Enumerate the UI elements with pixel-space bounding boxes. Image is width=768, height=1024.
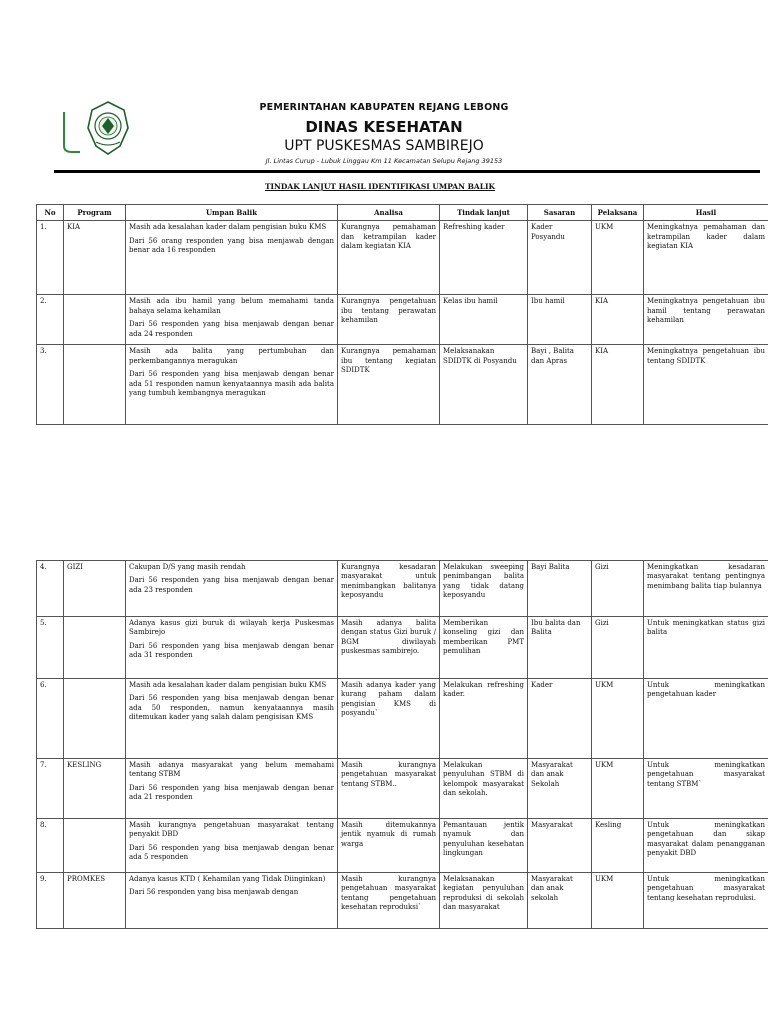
feedback-respondent-count: Dari 56 responden yang bisa menjawab dengan benar ada 5 responden	[129, 843, 334, 862]
feedback-statement: Masih ada balita yang pertumbuhan dan perkembangannya meragukan	[129, 347, 334, 365]
cell-tindak-lanjut: Pemantauan jentik nyamuk dan penyuluhan kesehatan lingkungan	[440, 819, 528, 873]
cell-analisa: Masih adanya kader yang kurang paham dalam pengisian KMS di posyandu`	[338, 679, 440, 759]
cell-sasaran: Ibu hamil	[528, 295, 592, 345]
government-heading: PEMERINTAHAN KABUPATEN REJANG LEBONG	[259, 102, 509, 113]
cell-pelaksana: KIA	[592, 345, 644, 425]
cell-analisa: Kurangnya pemahaman ibu tentang kegiatan SDIDTK	[338, 345, 440, 425]
cell-analisa: Masih kurangnya pengetahuan masyarakat tentang pengetahuan kesehatan reproduksi`	[338, 873, 440, 929]
cell-program	[64, 819, 126, 873]
feedback-table-part-2	[36, 560, 768, 929]
cell-tindak-lanjut: Melakukan penyuluhan STBM di kelompok masyarakat dan sekolah.	[440, 759, 528, 819]
cell-analisa: Kurangnya kesadaran masyarakat untuk menimbangkan balitanya keposyandu	[338, 561, 440, 617]
cell-hasil: Untuk meningkatkan pengetahuan masyarakat tentang STBM`	[644, 759, 768, 819]
cell-tindak-lanjut: Melakukan sweeping penimbangan balita yang tidak datang keposyandu	[440, 561, 528, 617]
cell-sasaran: Bayi Balita	[528, 561, 592, 617]
cell-sasaran: Kader Posyandu	[528, 221, 592, 295]
cell-pelaksana: Kesling	[592, 819, 644, 873]
cell-tindak-lanjut: Refreshing kader	[440, 221, 528, 295]
feedback-statement: Masih ada kesalahan kader dalam pengisian buku KMS	[129, 223, 327, 232]
cell-hasil: Meningkatnya pemahaman dan ketrampilan kader dalam kegiatan KIA	[644, 221, 768, 295]
cell-umpan-balik	[126, 759, 338, 819]
feedback-statement: Masih ada ibu hamil yang belum memahami tanda bahaya selama kehamilan	[129, 297, 334, 315]
cell-program: PROMKES	[64, 873, 126, 929]
column-header-pelaksana: Pelaksana	[592, 205, 644, 221]
feedback-statement: Adanya kasus KTD ( Kehamilan yang Tidak Diinginkan)	[129, 875, 326, 883]
feedback-respondent-count: Dari 56 responden yang bisa menjawab dengan benar ada 24 responden	[129, 320, 334, 338]
cell-hasil: Meningkatkan kesadaran masyarakat tentang pentingnya menimbang balita tiap bulannya	[644, 561, 768, 617]
cell-umpan-balik	[126, 221, 338, 295]
cell-umpan-balik	[126, 617, 338, 679]
cell-analisa: Masih adanya balita dengan status Gizi buruk / BGM diwilayah puskesmas sambirejo.	[338, 617, 440, 679]
table-row	[37, 819, 768, 873]
table-row	[37, 679, 768, 759]
cell-tindak-lanjut: Melaksanakan SDIDTK di Posyandu	[440, 345, 528, 425]
cell-program	[64, 679, 126, 759]
cell-no: 5.	[37, 617, 64, 679]
cell-no: 4.	[37, 561, 64, 617]
cell-sasaran: Kader	[528, 679, 592, 759]
cell-no: 9.	[37, 873, 64, 929]
cell-sasaran: Ibu balita dan Balita	[528, 617, 592, 679]
cell-analisa: Masih kurangnya pengetahuan masyarakat tentang STBM..	[338, 759, 440, 819]
agency-name: DINAS KESEHATAN	[305, 118, 463, 136]
cell-umpan-balik	[126, 295, 338, 345]
table-row	[37, 345, 768, 425]
table-header-row	[37, 205, 768, 221]
cell-program: KESLING	[64, 759, 126, 819]
column-header-umpan-balik: Umpan Balik	[126, 205, 338, 221]
feedback-statement: Masih kurangnya pengetahuan masyarakat tentang penyakit DBD	[129, 821, 334, 839]
feedback-respondent-count: Dari 56 responden yang bisa menjawab dengan	[129, 888, 299, 897]
document-title: TINDAK LANJUT HASIL IDENTIFIKASI UMPAN BALIK	[264, 182, 496, 191]
table-body	[37, 221, 768, 425]
cell-pelaksana: UKM	[592, 679, 644, 759]
feedback-respondent-count: Dari 56 orang responden yang bisa menjawab dengan benar ada 16 responden	[129, 236, 334, 255]
feedback-respondent-count: Dari 56 responden yang bisa menjawab dengan benar ada 50 responden, namun kenyataannya masih ditemukan kader yang salah dalam pengisisan KMS	[129, 694, 334, 722]
cell-program: KIA	[64, 221, 126, 295]
cell-umpan-balik	[126, 561, 338, 617]
cell-no: 1.	[37, 221, 64, 295]
table-row	[37, 221, 768, 295]
feedback-respondent-count: Dari 56 responden yang bisa menjawab dengan benar ada 21 responden	[129, 783, 334, 802]
address-line: Jl. Lintas Curup - Lubuk Linggau Km 11 Kecamatan Selupu Rejang 39153	[265, 157, 503, 165]
feedback-respondent-count: Dari 56 responden yang bisa menjawab dengan benar ada 51 responden namun kenyataannya masih ada balita yang tumbuh kembangnya meragukan	[129, 370, 334, 398]
cell-pelaksana: KIA	[592, 295, 644, 345]
header-divider	[54, 170, 760, 173]
feedback-table-part-1	[36, 204, 768, 425]
cell-tindak-lanjut: Melaksanakan kegiatan penyuluhan reproduksi di sekolah dan masyarakat	[440, 873, 528, 929]
cell-sasaran: Masyarakat	[528, 819, 592, 873]
cell-pelaksana: Gizi	[592, 561, 644, 617]
column-header-analisa: Analisa	[338, 205, 440, 221]
table-row	[37, 617, 768, 679]
cell-umpan-balik	[126, 345, 338, 425]
cell-program: GIZI	[64, 561, 126, 617]
cell-sasaran: Bayi , Balita dan Apras	[528, 345, 592, 425]
cell-program	[64, 617, 126, 679]
cell-pelaksana: UKM	[592, 873, 644, 929]
cell-no: 7.	[37, 759, 64, 819]
feedback-respondent-count: Dari 56 responden yang bisa menjawab dengan benar ada 31 responden	[129, 641, 334, 660]
cell-sasaran: Masyarakat dan anak sekolah	[528, 873, 592, 929]
unit-name: UPT PUSKESMAS SAMBIREJO	[284, 138, 484, 154]
column-header-hasil: Hasil	[644, 205, 768, 221]
cell-no: 8.	[37, 819, 64, 873]
feedback-respondent-count: Dari 56 responden yang bisa menjawab dengan benar ada 23 responden	[129, 576, 334, 594]
cell-analisa: Kurangnya pengetahuan ibu tentang perawatan kehamilan	[338, 295, 440, 345]
cell-sasaran: Masyarakat dan anak Sekolah	[528, 759, 592, 819]
cell-analisa: Masih ditemukannya jentik nyamuk di rumah warga	[338, 819, 440, 873]
column-header-no: No	[37, 205, 64, 221]
table-row	[37, 561, 768, 617]
cell-hasil: Meningkatnya pengetahuan ibu tentang SDIDTK	[644, 345, 768, 425]
column-header-program: Program	[64, 205, 126, 221]
cell-hasil: Untuk meningkatkan pengetahuan masyarakat tentang kesehatan reproduksi.	[644, 873, 768, 929]
cell-umpan-balik	[126, 819, 338, 873]
cell-hasil: Untuk meningkatkan pengetahuan kader	[644, 679, 768, 759]
cell-tindak-lanjut: Melakukan refreshing kader.	[440, 679, 528, 759]
column-header-sasaran: Sasaran	[528, 205, 592, 221]
cell-tindak-lanjut: Memberikan konseling gizi dan memberikan PMT pemulihan	[440, 617, 528, 679]
table-row	[37, 759, 768, 819]
table-row	[37, 873, 768, 929]
column-header-tindak-lanjut: Tindak lanjut	[440, 205, 528, 221]
cell-no: 2.	[37, 295, 64, 345]
cell-hasil: Untuk meningkatkan status gizi balita	[644, 617, 768, 679]
cell-hasil: Meningkatnya pengetahuan ibu hamil tentang perawatan kehamilan	[644, 295, 768, 345]
cell-program	[64, 295, 126, 345]
cell-tindak-lanjut: Kelas ibu hamil	[440, 295, 528, 345]
feedback-statement: Cakupan D/S yang masih rendah	[129, 563, 246, 571]
feedback-statement: Masih adanya masyarakat yang belum memahami tentang STBM	[129, 761, 334, 779]
cell-pelaksana: UKM	[592, 221, 644, 295]
cell-hasil: Untuk meningkatkan pengetahuan dan sikap masyarakat dalam penangganan penyakit DBD	[644, 819, 768, 873]
feedback-statement: Adanya kasus gizi buruk di wilayah kerja Puskesmas Sambirejo	[129, 619, 334, 637]
cell-no: 3.	[37, 345, 64, 425]
table-body	[37, 561, 768, 929]
cell-analisa: Kurangnya pemahaman dan ketrampilan kader dalam kegiatan KIA	[338, 221, 440, 295]
cell-umpan-balik	[126, 679, 338, 759]
cell-no: 6.	[37, 679, 64, 759]
table-row	[37, 295, 768, 345]
cell-pelaksana: UKM	[592, 759, 644, 819]
cell-pelaksana: Gizi	[592, 617, 644, 679]
cell-umpan-balik	[126, 873, 338, 929]
cell-program	[64, 345, 126, 425]
feedback-statement: Masih ada kesalahan kader dalam pengisian buku KMS	[129, 681, 327, 689]
